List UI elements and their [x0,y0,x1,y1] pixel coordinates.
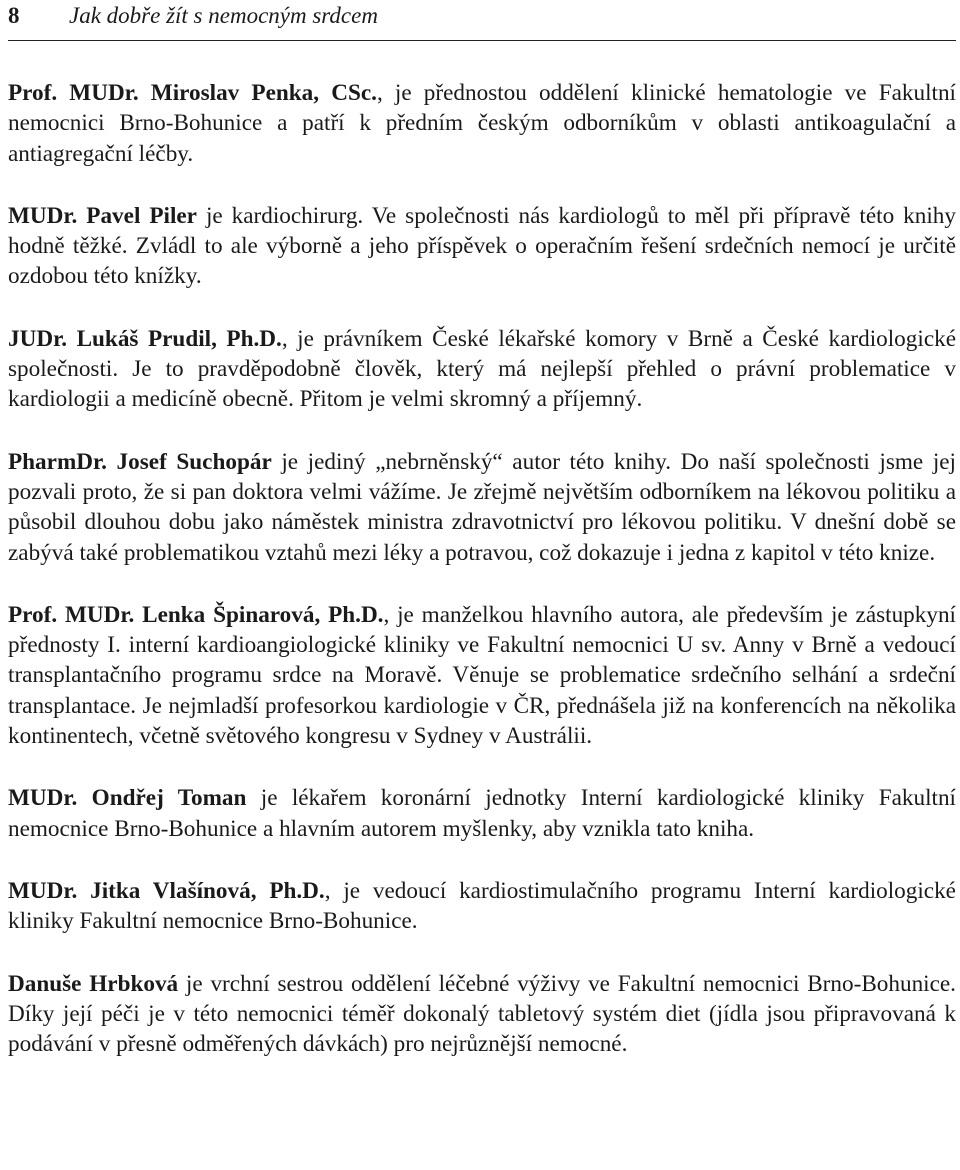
contributor-description: je jediný „nebrněnský“ autor této knihy. Do naší společnosti jsme jej pozvali proto, že si pan doktora velmi vážíme. Je zřejmě největším odborníkem na lékovou politiku a působil dlouhou dobu jako náměstek ministra zdravotnictví pro lékovou politiku. V dnešní době se zabývá také problematikou vztahů mezi léky a potravou, což dokazuje i jedna z kapitol v této knize. [8,448,956,566]
contributor-name: Danuše Hrbková [8,970,179,997]
contributor-bio-toman [8,783,956,844]
contributor-bio-spinarova [8,600,956,751]
contributor-bio-prudil [8,324,956,415]
contributor-description: je kardiochirurg. Ve společnosti nás kardiologů to měl při přípravě této knihy hodně těžké. Zvládl to ale výborně a jeho příspěvek o operačním řešení srdečních nemocí je určitě ozdobou této knížky. [8,202,956,290]
contributor-name: MUDr. Jitka Vlašínová, Ph.D. [8,877,325,904]
running-header [8,3,956,43]
contributor-description: , je manželkou hlavního autora, ale především je zástupkyní přednosty I. interní kardioangiologické kliniky ve Fakultní nemocnici U sv. Anny v Brně a vedoucí transplantačního programu srdce na Moravě. Věnuje se problematice srdečního selhání a srdeční transplantace. Je nejmladší profesorkou kardiologie v ČR, přednášela již na konferencích na několika kontinentech, včetně světového kongresu v Sydney v Austrálii. [8,601,956,750]
contributor-description: , je přednostou oddělení klinické hematologie ve Fakultní nemocnici Brno-Bohunice a patří k předním českým odborníkům v oblasti antikoagulační a antiagregační léčby. [8,80,956,167]
contributor-description: , je právníkem České lékařské komory v Brně a České kardiologické společnosti. Je to pravděpodobně člověk, který má nejlepší přehled o právní problematice v kardiologii a medicíně obecně. Přitom je velmi skromný a příjemný. [8,325,956,413]
contributor-name: JUDr. Lukáš Prudil, Ph.D. [8,325,282,352]
contributor-name: Prof. MUDr. Miroslav Penka, CSc. [8,80,377,106]
page-number: 8 [8,3,20,28]
running-title: Jak dobře žít s nemocným srdcem [69,3,378,28]
contributor-bio-piler [8,201,956,292]
contributor-name: MUDr. Ondřej Toman [8,785,247,812]
contributor-description: , je vedoucí kardiostimulačního programu Interní kardiologické kliniky Fakultní nemocnice Brno-Bohunice. [8,877,956,935]
contributor-name: Prof. MUDr. Lenka Špinarová, Ph.D. [8,601,384,628]
contributor-description: je lékařem koronární jednotky Interní kardiologické kliniky Fakultní nemocnice Brno-Bohunice a hlavním autorem myšlenky, aby vznikla tato kniha. [8,785,956,842]
contributor-name: PharmDr. Josef Suchopár [8,448,272,475]
contributor-bio-vlasinova [8,876,956,937]
contributors-list [8,78,956,1091]
contributor-description: je vrchní sestrou oddělení léčebné výživy ve Fakultní nemocnici Brno-Bohunice. Díky její péči je v této nemocnici téměř dokonalý tabletový systém diet (jídla jsou připravovaná k podávání v přesně odměřených dávkách) pro nejrůznější nemocné. [8,970,956,1058]
header-rule [8,40,956,41]
contributor-name: MUDr. Pavel Piler [8,202,197,229]
contributor-bio-hrbkova [8,969,956,1060]
contributor-bio-suchopar [8,447,956,568]
contributor-bio-penka [8,78,956,169]
